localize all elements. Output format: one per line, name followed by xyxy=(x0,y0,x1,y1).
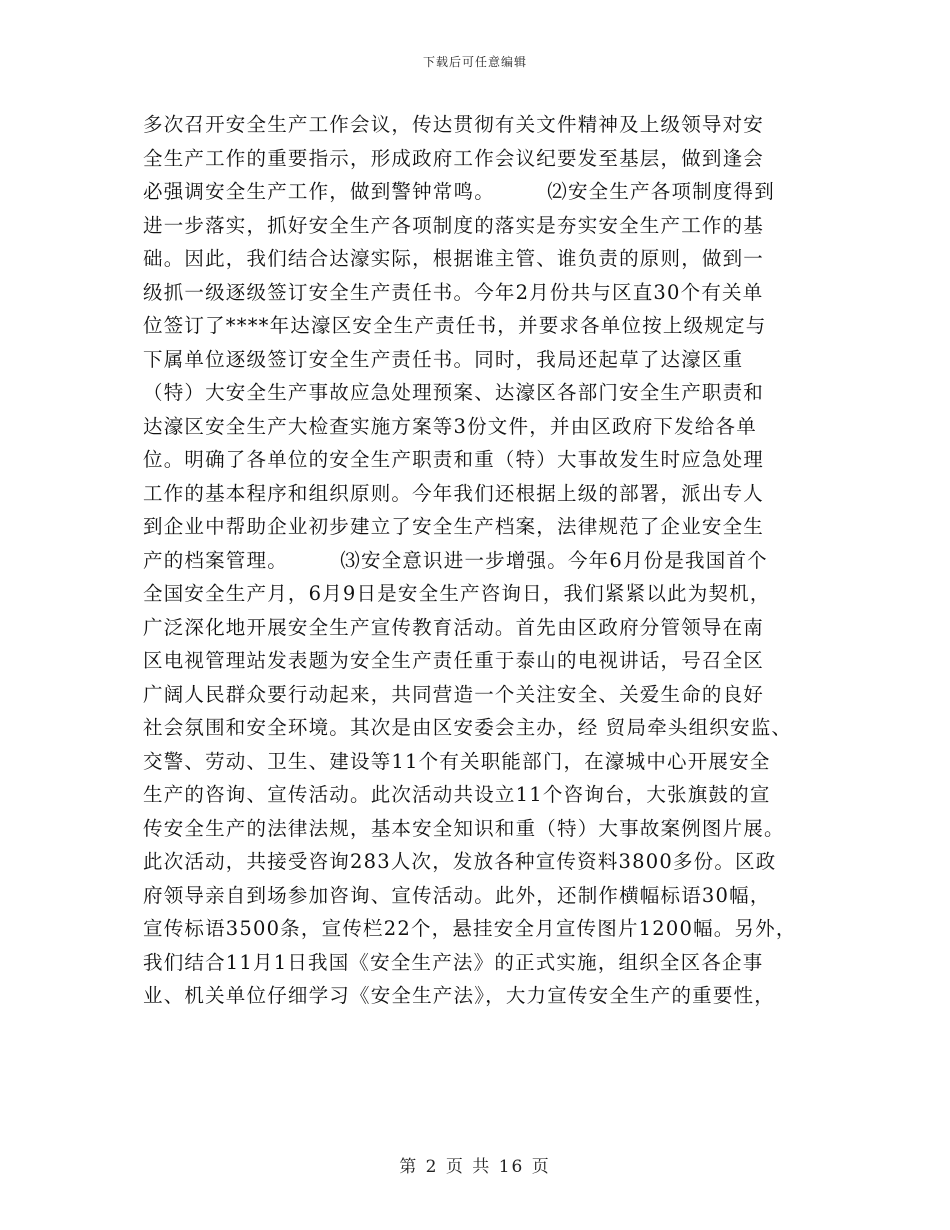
text-line: 府领导亲自到场参加咨询、宣传活动。此外，还制作横幅标语30幅， xyxy=(143,883,771,907)
text-line: 位。明确了各单位的安全生产职责和重（特）大事故发生时应急处理 xyxy=(143,448,765,471)
text-line: 必强调安全生产工作，做到警钟常鸣。 ⑵安全生产各项制度得到 xyxy=(143,180,775,203)
text-line: 全生产工作的重要指示，形成政府工作会议纪要发至基层，做到逢会 xyxy=(143,146,765,170)
text-line: 我们结合11月1日我国《安全生产法》的正式实施，组织全区各企事 xyxy=(143,950,764,974)
page-header: 下载后可任意编辑 xyxy=(422,55,527,69)
text-line: 社会氛围和安全环境。其次是由区安委会主办，经 贸局牵头组织安监、 xyxy=(143,716,793,739)
text-line: 区电视管理站发表题为安全生产责任重于泰山的电视讲话，号召全区 xyxy=(143,649,765,672)
text-line: 全国安全生产月，6月9日是安全生产咨询日，我们紧紧以此为契机， xyxy=(143,582,771,605)
text-line: （特）大安全生产事故应急处理预案、达濠区各部门安全生产职责和 xyxy=(143,381,765,404)
text-line: 础。因此，我们结合达濠实际，根据谁主管、谁负责的原则，做到一 xyxy=(143,247,765,270)
text-line: 此次活动，共接受咨询283人次，发放各种宣传资料3800多份。区政 xyxy=(143,850,777,873)
page-number-footer: 第 2 页 共 16 页 xyxy=(399,1157,551,1177)
text-line: 广阔人民群众要行动起来，共同营造一个关注安全、关爱生命的良好 xyxy=(143,682,765,706)
text-line: 级抓一级逐级签订安全生产责任书。今年2月份共与区直30个有关单 xyxy=(143,280,764,304)
text-line: 宣传标语3500条，宣传栏22个，悬挂安全月宣传图片1200幅。另外， xyxy=(143,917,797,940)
text-line: 多次召开安全生产工作会议，传达贯彻有关文件精神及上级领导对安 xyxy=(143,113,765,136)
text-line: 位签订了****年达濠区安全生产责任书，并要求各单位按上级规定与 xyxy=(143,314,767,337)
text-line: 到企业中帮助企业初步建立了安全生产档案，法律规范了企业安全生 xyxy=(143,515,765,538)
document-body xyxy=(143,108,823,1013)
text-line: 下属单位逐级签订安全生产责任书。同时，我局还起草了达濠区重 xyxy=(143,347,744,371)
text-line: 工作的基本程序和组织原则。今年我们还根据上级的部署，派出专人 xyxy=(143,481,765,505)
text-line: 产的档案管理。 ⑶安全意识进一步增强。今年6月份是我国首个 xyxy=(143,548,768,572)
text-line: 业、机关单位仔细学习《安全生产法》，大力宣传安全生产的重要性， xyxy=(143,984,775,1007)
text-line: 广泛深化地开展安全生产宣传教育活动。首先由区政府分管领导在南 xyxy=(143,615,765,639)
text-line: 达濠区安全生产大检查实施方案等3份文件，并由区政府下发给各单 xyxy=(143,414,757,438)
text-line: 进一步落实，抓好安全生产各项制度的落实是夯实安全生产工作的基 xyxy=(143,213,765,237)
text-line: 生产的咨询、宣传活动。此次活动共设立11个咨询台，大张旗鼓的宣 xyxy=(143,783,771,806)
text-line: 传安全生产的法律法规，基本安全知识和重（特）大事故案例图片展。 xyxy=(143,816,785,840)
text-line: 交警、劳动、卫生、建设等11个有关职能部门，在濠城中心开展安全 xyxy=(143,749,771,773)
